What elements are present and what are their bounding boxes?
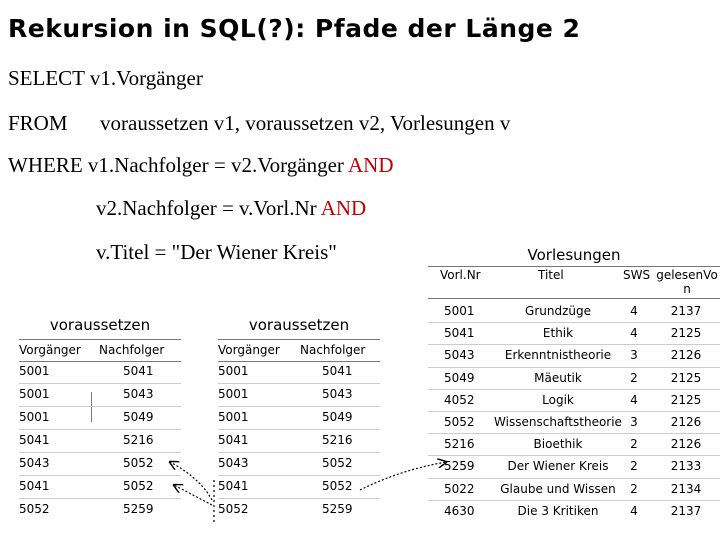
sql-select-keyword: SELECT [8, 66, 85, 90]
column-header: Vorgänger [218, 343, 280, 357]
table-cell: 5041 [322, 364, 353, 378]
column-header: SWS [623, 268, 651, 282]
sql-where-keyword: WHERE [8, 153, 83, 177]
table-cell: 2126 [670, 415, 702, 429]
table-cell: 5052 [19, 502, 50, 516]
table-cell: 5216 [322, 433, 353, 447]
table-cell: 5216 [123, 433, 154, 447]
slide-title: Rekursion in SQL(?): Pfade der Länge 2 [8, 14, 581, 43]
table-cell: Ethik [542, 326, 574, 341]
table-cell: 4 [630, 503, 638, 518]
table-cell: 5041 [123, 364, 154, 378]
table-cell: 5041 [19, 479, 50, 493]
table-cell: 4 [630, 392, 638, 407]
table-cell: 2126 [670, 348, 702, 363]
table-cell: 2134 [670, 481, 702, 496]
table-cell: Erkenntnistheorie [504, 348, 612, 363]
table-cell: 5052 [218, 502, 249, 516]
column-header: Vorgänger [19, 343, 81, 357]
table-cell: 5001 [218, 364, 249, 378]
table-cell: 5052 [123, 456, 154, 470]
table-cell: 2 [630, 437, 638, 452]
table-cell: Logik [542, 392, 574, 407]
sql-and-keyword-1: AND [348, 153, 394, 177]
table-cell: Glaube und Wissen [500, 481, 616, 496]
table-cell: Wissenschaftstheorie [494, 415, 622, 429]
sql-from-keyword: FROM [8, 111, 68, 135]
table-cell: 2 [630, 481, 638, 496]
table-title: Vorlesungen [527, 246, 621, 264]
table-cell: 5259 [444, 459, 475, 474]
table-cell: 5052 [123, 479, 154, 493]
table-cell: 4 [630, 326, 638, 341]
table-cell: 5041 [218, 479, 249, 493]
table-cell: 5043 [19, 456, 50, 470]
table-cell: 5041 [19, 433, 50, 447]
table-cell: 5043 [444, 348, 475, 363]
table-cell: 5022 [444, 481, 475, 496]
column-header: Nachfolger [99, 343, 165, 357]
table-cell: 5259 [123, 502, 154, 516]
table-cell: 5001 [19, 410, 50, 424]
sql-from-tables: voraussetzen v1, voraussetzen v2, Vorlesungen v [100, 111, 511, 135]
table-cell: 2125 [670, 370, 702, 385]
table-cell: 2137 [670, 304, 702, 318]
table-cell: 5001 [218, 410, 249, 424]
column-header: Titel [538, 268, 564, 282]
table-cell: 5259 [322, 502, 353, 516]
sql-condition-2: v2.Nachfolger = v.Vorl.Nr [96, 196, 317, 220]
table-title: voraussetzen [248, 316, 350, 334]
table-cell: 5001 [19, 364, 50, 378]
table-title: voraussetzen [49, 316, 151, 334]
table-cell: Mäeutik [534, 370, 582, 385]
sql-where-condition: v1.Nachfolger = v2.Vorgänger [82, 153, 344, 177]
sql-condition-line-3: v.Titel = "Der Wiener Kreis" [96, 240, 337, 264]
table-cell: 5043 [123, 387, 154, 401]
table-cell: 2125 [670, 326, 702, 341]
table-cell: 2 [630, 459, 638, 474]
table-cell: 5052 [322, 479, 353, 493]
table-cell: Bioethik [533, 437, 583, 452]
table-cell: 5043 [322, 387, 353, 401]
table-cell: 4630 [444, 503, 475, 518]
table-cell: 2133 [670, 459, 702, 474]
table-cell: 5001 [218, 387, 249, 401]
join-arrow-1 [170, 462, 212, 500]
table-cell: 5041 [218, 433, 249, 447]
table-cell: 2126 [670, 437, 702, 452]
table-cell: 5052 [322, 456, 353, 470]
table-cell: 5001 [444, 304, 475, 318]
table-cell: 5043 [218, 456, 249, 470]
column-header: Vorl.Nr [440, 268, 481, 282]
table-cell: 4 [630, 304, 638, 318]
table-cell: Die 3 Kritiken [517, 503, 599, 518]
table-cell: 4052 [444, 392, 475, 407]
table-cell: 5041 [444, 326, 475, 341]
table-cell: 2137 [670, 503, 702, 518]
table-cell: 3 [630, 348, 638, 363]
column-header: gelesenVon [656, 268, 718, 296]
table-cell: 5216 [444, 437, 475, 452]
table-cell: Grundzüge [525, 304, 591, 318]
table-cell: Der Wiener Kreis [507, 459, 609, 474]
join-arrow-2 [174, 485, 212, 505]
table-cell: 2125 [670, 392, 702, 407]
table-cell: 5052 [444, 415, 475, 429]
join-arrow-3 [360, 462, 446, 490]
table-cell: 5001 [19, 387, 50, 401]
table-cell: 5049 [444, 370, 475, 385]
sql-select-column: v1.Vorgänger [84, 66, 203, 90]
table-cell: 3 [630, 415, 638, 429]
table-cell: 5049 [322, 410, 353, 424]
sql-and-keyword-2: AND [320, 196, 367, 220]
table-cell: 2 [630, 370, 638, 385]
column-header: Nachfolger [300, 343, 366, 357]
table-cell: 5049 [123, 410, 154, 424]
